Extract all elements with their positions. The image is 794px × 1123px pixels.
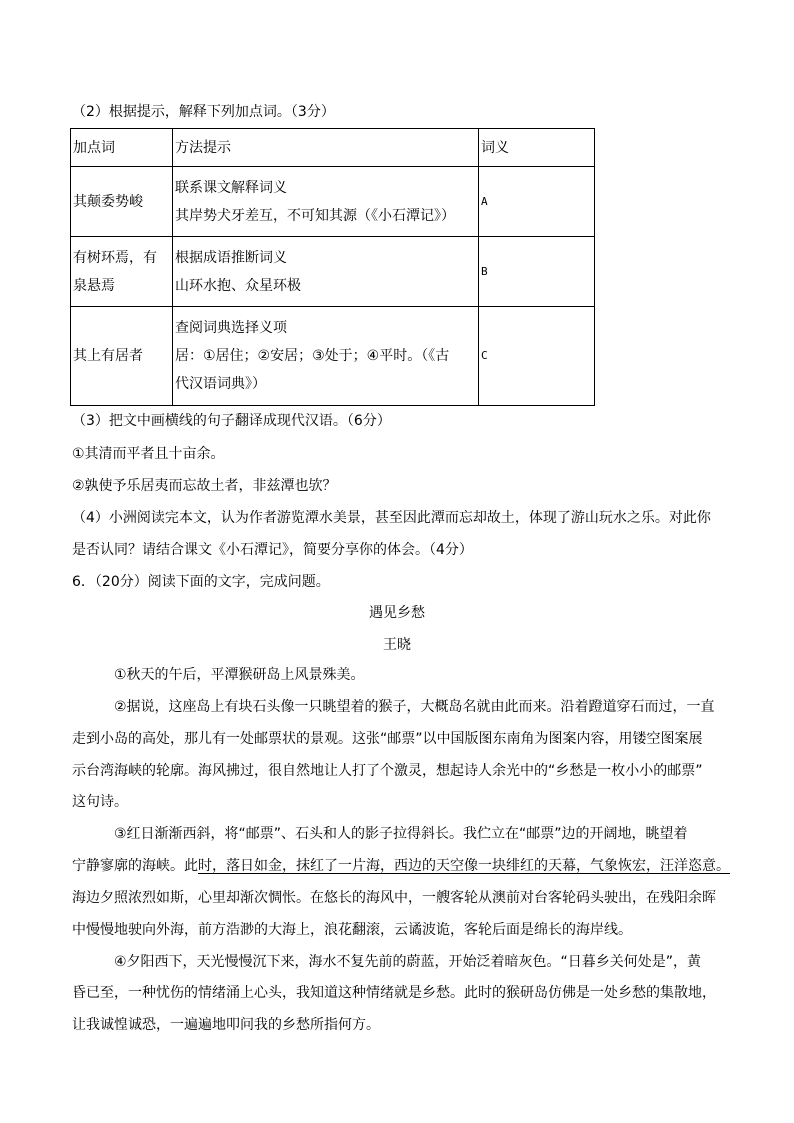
question-3-item: ①其清而平者且十亩余。: [72, 446, 225, 462]
underlined-sentence: 时，落日如金，抹红了一片海，西边的天空像一块绯红的天幕，气象恢宏，汪洋恣意。: [198, 858, 730, 874]
word-cell: 有树环焉，有 泉悬焉: [71, 237, 173, 307]
paragraph-3-line: 海边夕照浓烈如斯，心里却渐次惆怅。在悠长的海风中，一艘客轮从澳前对台客轮码头驶出，在残阳余晖: [72, 890, 716, 906]
question-6-prompt: 6．（20分）阅读下面的文字，完成问题。: [72, 574, 330, 590]
answer-cell: A: [479, 167, 595, 237]
article-author: 王晓: [383, 637, 411, 653]
question-4-line: （4）小洲阅读完本文，认为作者游览潭水美景，甚至因此潭而忘却故土，体现了游山玩水之乐。对此你: [72, 510, 711, 526]
paragraph-2-line: 这句诗。: [72, 794, 128, 810]
paragraph-4-line: ④夕阳西下，天光慢慢沉下来，海水不复先前的蔚蓝，开始泛着暗灰色。“日暮乡关何处是”，黄: [114, 954, 702, 970]
plain-text: 宁静寥廓的海峡。此: [72, 858, 198, 874]
hint-cell: 联系课文解释词义 其岸势犬牙差互，不可知其源（《小石潭记》）: [173, 167, 479, 237]
answer-cell: B: [479, 237, 595, 307]
word-cell: 其上有居者: [71, 307, 173, 406]
paragraph-2-line: 示台湾海峡的轮廓。海风拂过，很自然地让人打了个激灵，想起诗人余光中的“乡愁是一枚小小的邮票”: [72, 763, 703, 779]
question-3-item: ②孰使予乐居夷而忘故土者，非兹潭也欤？: [72, 478, 337, 494]
article-title: 遇见乡愁: [369, 605, 425, 621]
vocabulary-table: [70, 128, 595, 406]
question-2-prompt: （2）根据提示，解释下列加点词。（3分）: [72, 104, 335, 120]
table-row: [71, 307, 595, 406]
header-cell-word: 加点词: [71, 129, 173, 167]
answer-cell: C: [479, 307, 595, 406]
word-cell: 其颠委势峻: [71, 167, 173, 237]
table-header-row: [71, 129, 595, 167]
table-row: [71, 167, 595, 237]
hint-cell: 查阅词典选择义项 居：①居住；②安居；③处于；④平时。（《古 代汉语词典》）: [173, 307, 479, 406]
paragraph-2-line: 走到小岛的高处，那儿有一处邮票状的景观。这张“邮票”以中国版图东南角为图案内容，用镂空图案展: [72, 731, 703, 747]
header-cell-meaning: 词义: [479, 129, 595, 167]
header-cell-hint: 方法提示: [173, 129, 479, 167]
paragraph-1: ①秋天的午后，平潭猴研岛上风景殊美。: [114, 667, 365, 683]
question-3-prompt: （3）把文中画横线的句子翻译成现代汉语。（6分）: [72, 413, 391, 429]
paragraph-4-line: 昏已至，一种忧伤的情绪涌上心头，我知道这种情绪就是乡愁。此时的猴研岛仿佛是一处乡愁的集散地，: [72, 985, 716, 1001]
paragraph-4-line: 让我诚惶诚恐，一遍遍地叩问我的乡愁所指何方。: [72, 1017, 380, 1033]
paragraph-2-line: ②据说，这座岛上有块石头像一只眺望着的猴子，大概岛名就由此而来。沿着蹬道穿石而过，一直: [114, 699, 715, 715]
table-row: [71, 237, 595, 307]
hint-cell: 根据成语推断词义 山环水抱、众星环极: [173, 237, 479, 307]
paragraph-3-line: ③红日渐渐西斜，将“邮票”、石头和人的影子拉得斜长。我伫立在“邮票”边的开阔地，眺望着: [114, 826, 688, 842]
paragraph-3-line: 中慢慢地驶向外海，前方浩渺的大海上，浪花翻滚，云谲波诡，客轮后面是绵长的海岸线。: [72, 922, 632, 938]
paragraph-3-line: [72, 858, 730, 874]
question-4-line: 是否认同？请结合课文《小石潭记》，简要分享你的体会。（4分）: [72, 542, 473, 558]
